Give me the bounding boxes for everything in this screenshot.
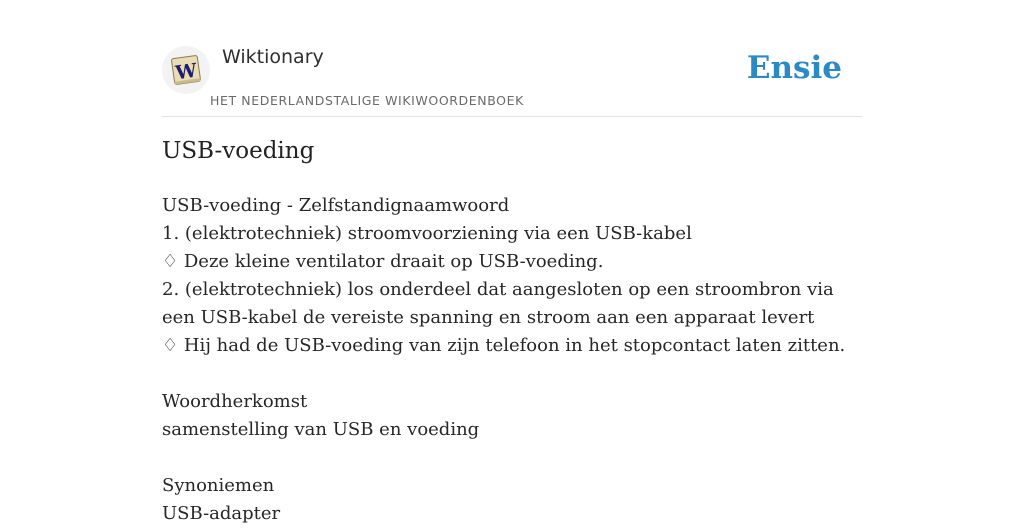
spacer bbox=[162, 360, 852, 388]
ensie-logo[interactable]: Ensie bbox=[746, 50, 842, 86]
word-type-line: USB-voeding - Zelfstandignaamwoord bbox=[162, 195, 510, 216]
etymology-text: samenstelling van USB en voeding bbox=[162, 419, 480, 440]
wiktionary-logo[interactable] bbox=[162, 46, 210, 94]
synonym-item: USB-adapter bbox=[162, 503, 281, 524]
example-2: ♢ Hij had de USB-voeding van zijn telefoon in het stopcontact laten zitten. bbox=[162, 335, 846, 356]
etymology-heading: Woordherkomst bbox=[162, 391, 308, 412]
synonyms-heading: Synoniemen bbox=[162, 475, 275, 496]
site-header bbox=[162, 40, 862, 117]
spacer bbox=[162, 444, 852, 472]
wiktionary-tile-icon bbox=[169, 53, 203, 87]
definition-2: 2. (elektrotechniek) los onderdeel dat aangesloten op een stroombron via een USB-kabel de vereiste spanning en stroom aan een apparaat levert bbox=[162, 279, 834, 328]
example-1: ♢ Deze kleine ventilator draait op USB-voeding. bbox=[162, 251, 604, 272]
page-title: USB-voeding bbox=[162, 138, 315, 164]
logo-letter: W bbox=[174, 59, 199, 85]
entry-content bbox=[162, 192, 852, 528]
definition-1: 1. (elektrotechniek) stroomvoorziening via een USB-kabel bbox=[162, 223, 692, 244]
site-name[interactable]: Wiktionary bbox=[222, 46, 324, 68]
site-tagline: HET NEDERLANDSTALIGE WIKIWOORDENBOEK bbox=[210, 93, 524, 108]
